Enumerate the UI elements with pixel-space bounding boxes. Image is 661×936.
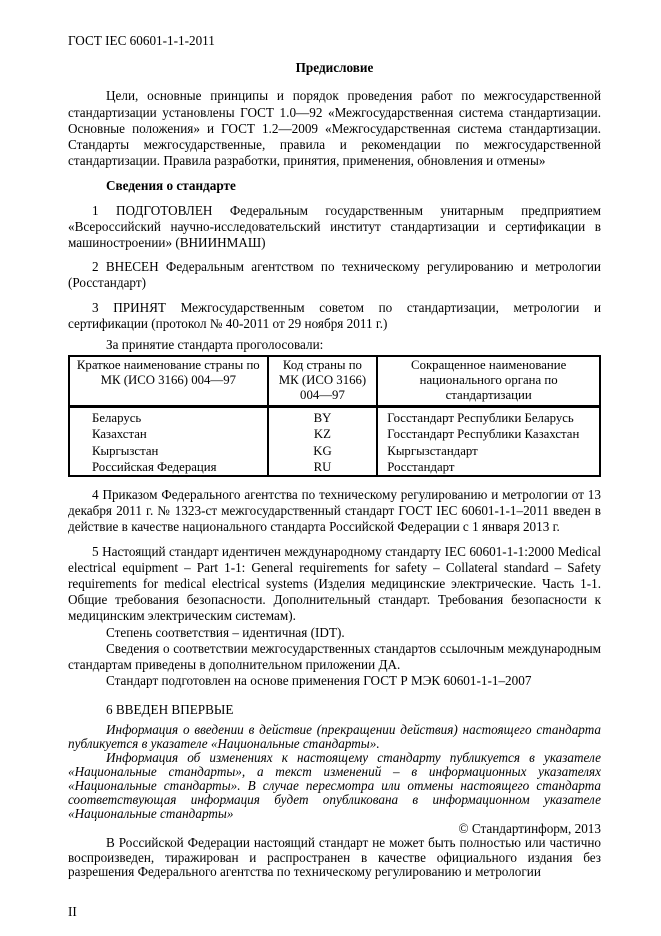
- page-number: II: [68, 904, 77, 919]
- publication-notice: [68, 723, 601, 821]
- cell-country: Российская Федерация: [92, 459, 217, 474]
- clause-6: 6 ВВЕДЕН ВПЕРВЫЕ: [106, 701, 234, 717]
- cell-code: BY: [268, 407, 378, 427]
- notice-paragraph-2: Информация об изменениях к настоящему стандарту публикуется в указателе «Национальные стандарты», а текст изменений – в информационных указателях «Национальные стандарты». В случае пересмотра или отмены настоящего стандарта соответствующая информация будет опубликована в информационном указателе «Национальные стандарты»: [68, 749, 601, 821]
- clause-reference-info: Сведения о соответствии межгосударственных стандартов ссылочным международным стандартам приведены в дополнительном приложении ДА.: [68, 640, 601, 673]
- cell-country: Казахстан: [92, 427, 147, 442]
- cell-country: Кыргызстан: [92, 443, 159, 458]
- standard-info-heading: Сведения о стандарте: [106, 178, 236, 194]
- header-country-name: Краткое наименование страны по МК (ИСО 3166) 004—97: [69, 356, 268, 407]
- header-country-code: Код страны по МК (ИСО 3166) 004—97: [268, 356, 378, 407]
- cell-code: KG: [268, 443, 378, 459]
- table-header-row: [69, 356, 600, 407]
- cell-country: Беларусь: [92, 411, 142, 426]
- vote-table-body: [69, 407, 600, 476]
- page-content: [68, 0, 601, 880]
- doc-code: ГОСТ IEC 60601-1-1-2011: [68, 33, 215, 48]
- vote-table: [68, 355, 601, 477]
- cell-body: Госстандарт Республики Казахстан: [387, 427, 580, 442]
- vote-intro: За принятие стандарта проголосовали:: [106, 337, 324, 353]
- standard-info-item-1: 1 ПОДГОТОВЛЕН Федеральным государственным унитарным предприятием «Всероссийский научно-исследовательский институт стандартизации и сертификации в машиностроении» (ВНИИНМАШ): [68, 202, 601, 251]
- cell-code: KZ: [268, 426, 378, 442]
- preface-intro-paragraph: Цели, основные принципы и порядок проведения работ по межгосударственной стандартизации установлены ГОСТ 1.0—92 «Межгосударственная система стандартизации. Основные положения» и ГОСТ 1.2—2009 «Межгосударственная система стандартизации. Стандарты межгосударственные, правила и рекомендации по межгосударственной стандартизации. Правила разработки, принятия, применения, обновления и отмены»: [68, 88, 601, 169]
- cell-body: Госстандарт Республики Беларусь: [387, 411, 574, 426]
- table-row: [69, 459, 600, 476]
- clause-basis: Стандарт подготовлен на основе применения ГОСТ Р МЭК 60601-1-1–2007: [106, 673, 532, 689]
- clause-4: 4 Приказом Федерального агентства по техническому регулированию и метрологии от 13 декабря 2011 г. № 1323-ст межгосударственный стандарт ГОСТ IEC 60601-1-1–2011 введен в действие в качестве национального стандарта Российской Федерации с 1 января 2013 г.: [68, 487, 601, 535]
- preface-title: Предисловие: [295, 60, 374, 76]
- notice-paragraph-1: Информация о введении в действие (прекращении действия) настоящего стандарта публикуется в указателе «Национальные стандарты».: [68, 721, 601, 751]
- standard-info-item-3: 3 ПРИНЯТ Межгосударственным советом по стандартизации, метрологии и сертификации (протокол № 40-2011 от 29 ноября 2011 г.): [68, 299, 601, 331]
- table-row: [69, 407, 600, 427]
- table-row: [69, 426, 600, 442]
- copyright-line: © Стандартинформ, 2013: [458, 820, 601, 836]
- cell-code: RU: [268, 459, 378, 476]
- reproduction-restriction: В Российской Федерации настоящий стандарт не может быть полностью или частично воспроизведен, тиражирован и распространен в качестве официального издания без разрешения Федерального агентства по техническому регулированию и метрологии: [68, 835, 601, 880]
- clause-degree: Степень соответствия – идентичная (IDT).: [106, 624, 345, 640]
- vote-table-header: [69, 356, 600, 407]
- header-national-body: Сокращенное наименование национального органа по стандартизации: [377, 356, 600, 407]
- table-row: [69, 443, 600, 459]
- clause-5: 5 Настоящий стандарт идентичен международному стандарту IEC 60601-1-1:2000 Medical electrical equipment – Part 1-1: General requirements for safety – Collateral standard – Safety requirements for medical electrical systems (Изделия медицинские электрические. Часть 1-1. Общие требования безопасности. Дополнительный стандарт. Требования безопасности к медицинским электрическим системам).: [68, 543, 601, 624]
- standard-info-item-2: 2 ВНЕСЕН Федеральным агентством по техническому регулированию и метрологии (Росстандарт): [68, 259, 601, 291]
- cell-body: Кыргызстандарт: [387, 443, 478, 458]
- cell-body: Росстандарт: [387, 459, 455, 474]
